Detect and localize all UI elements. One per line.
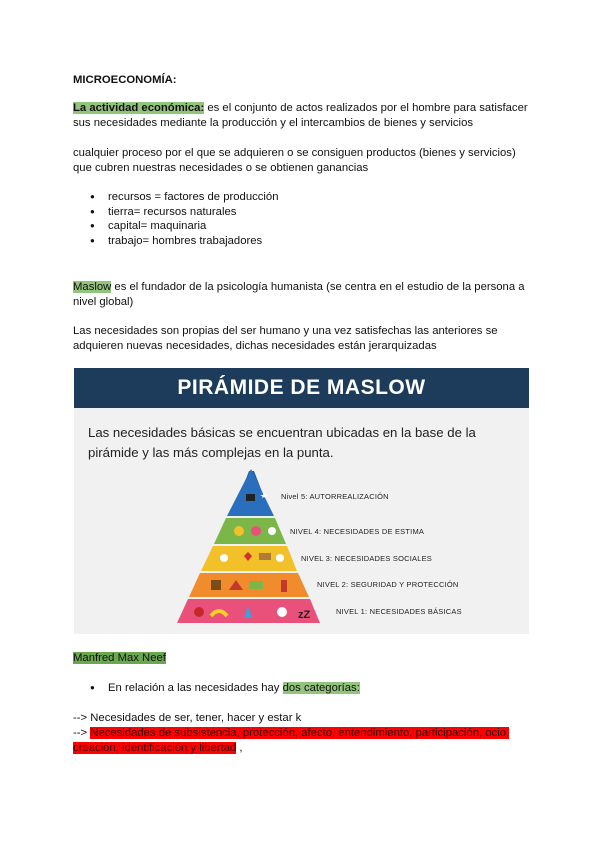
level-1-label: NIVEL 1: NECESIDADES BÁSICAS bbox=[336, 607, 462, 616]
paragraph-manfred bbox=[73, 651, 533, 666]
graduation-cap-icon bbox=[246, 494, 255, 501]
face-icon bbox=[220, 554, 228, 562]
arrow-line-1: --> Necesidades de ser, tener, hacer y estar k bbox=[73, 712, 302, 724]
highlight-categorias: dos categorías: bbox=[282, 682, 360, 694]
trophy-icon bbox=[234, 526, 244, 536]
level-3-label: NIVEL 3: NECESIDADES SOCIALES bbox=[301, 554, 432, 563]
level-5-label: Nivel 5: AUTORREALIZACIÓN bbox=[281, 492, 389, 501]
level-2-label: NIVEL 2: SEGURIDAD Y PROTECCIÓN bbox=[317, 580, 459, 589]
list-item bbox=[73, 681, 533, 696]
bullet-list-recursos bbox=[73, 190, 533, 248]
arrow-prefix: --> bbox=[73, 727, 91, 739]
highlight-actividad: La actividad económica: bbox=[73, 102, 205, 114]
arrow-line-2 bbox=[73, 726, 533, 756]
egg-icon bbox=[277, 607, 287, 617]
list-item: ● recursos = factores de producción bbox=[73, 190, 533, 205]
highlight-maslow: Maslow bbox=[73, 281, 112, 293]
level-4-label: NIVEL 4: NECESIDADES DE ESTIMA bbox=[290, 527, 425, 536]
money-icon bbox=[249, 581, 263, 589]
apple-icon bbox=[194, 607, 204, 617]
infographic-title: PIRÁMIDE DE MASLOW bbox=[74, 368, 529, 408]
list-item: ● capital= maquinaria bbox=[73, 219, 533, 234]
award-icon bbox=[251, 526, 261, 536]
arrow-suffix: , bbox=[236, 742, 243, 754]
highlight-necesidades-red: Necesidades de subsistencia, protección, afecto, entendimiento, participación, ocio, creación, identificación y libertad bbox=[73, 727, 510, 754]
group-icon bbox=[276, 554, 284, 562]
list-item: ● trabajo= hombres trabajadores bbox=[73, 234, 533, 249]
list-item: ● tierra= recursos naturales bbox=[73, 205, 533, 220]
badge-icon bbox=[268, 527, 276, 535]
text-actividad: es el conjunto de actos realizados por el hombre para satisfacer sus necesidades mediante la producción y el intercambios de bienes y servicios bbox=[73, 102, 528, 129]
paragraph-actividad bbox=[73, 101, 533, 131]
highlight-manfred: Manfred Max Neef bbox=[73, 652, 166, 664]
pyramid-level-5-shape bbox=[227, 469, 274, 516]
extinguisher-icon bbox=[281, 580, 287, 592]
paragraph-necesidades: Las necesidades son propias del ser humano y una vez satisfechas las anteriores se adquieren nuevas necesidades, dichas necesidades están jerarquizadas bbox=[73, 325, 498, 352]
bullet-list-categorias bbox=[73, 681, 533, 696]
sleep-icon: zZ bbox=[298, 609, 311, 621]
text-maslow: es el fundador de la psicología humanista (se centra en el estudio de la persona a nivel global) bbox=[73, 281, 525, 308]
pyramid-graphic bbox=[74, 368, 529, 634]
handshake-icon bbox=[259, 553, 271, 560]
maslow-pyramid-infographic bbox=[74, 368, 529, 634]
paragraph-proceso: cualquier proceso por el que se adquieren o se consiguen productos (bienes y servicios) que cubren nuestras necesidades o se obtienen ganancias bbox=[73, 147, 516, 174]
infographic-intro: Las necesidades básicas se encuentran ubicadas en la base de la pirámide y las más complejas en la punta. bbox=[88, 425, 476, 460]
document-heading: MICROECONOMÍA: bbox=[73, 74, 177, 86]
paragraph-maslow bbox=[73, 280, 533, 310]
lock-icon bbox=[211, 580, 221, 590]
text-categorias: En relación a las necesidades hay bbox=[108, 682, 283, 694]
